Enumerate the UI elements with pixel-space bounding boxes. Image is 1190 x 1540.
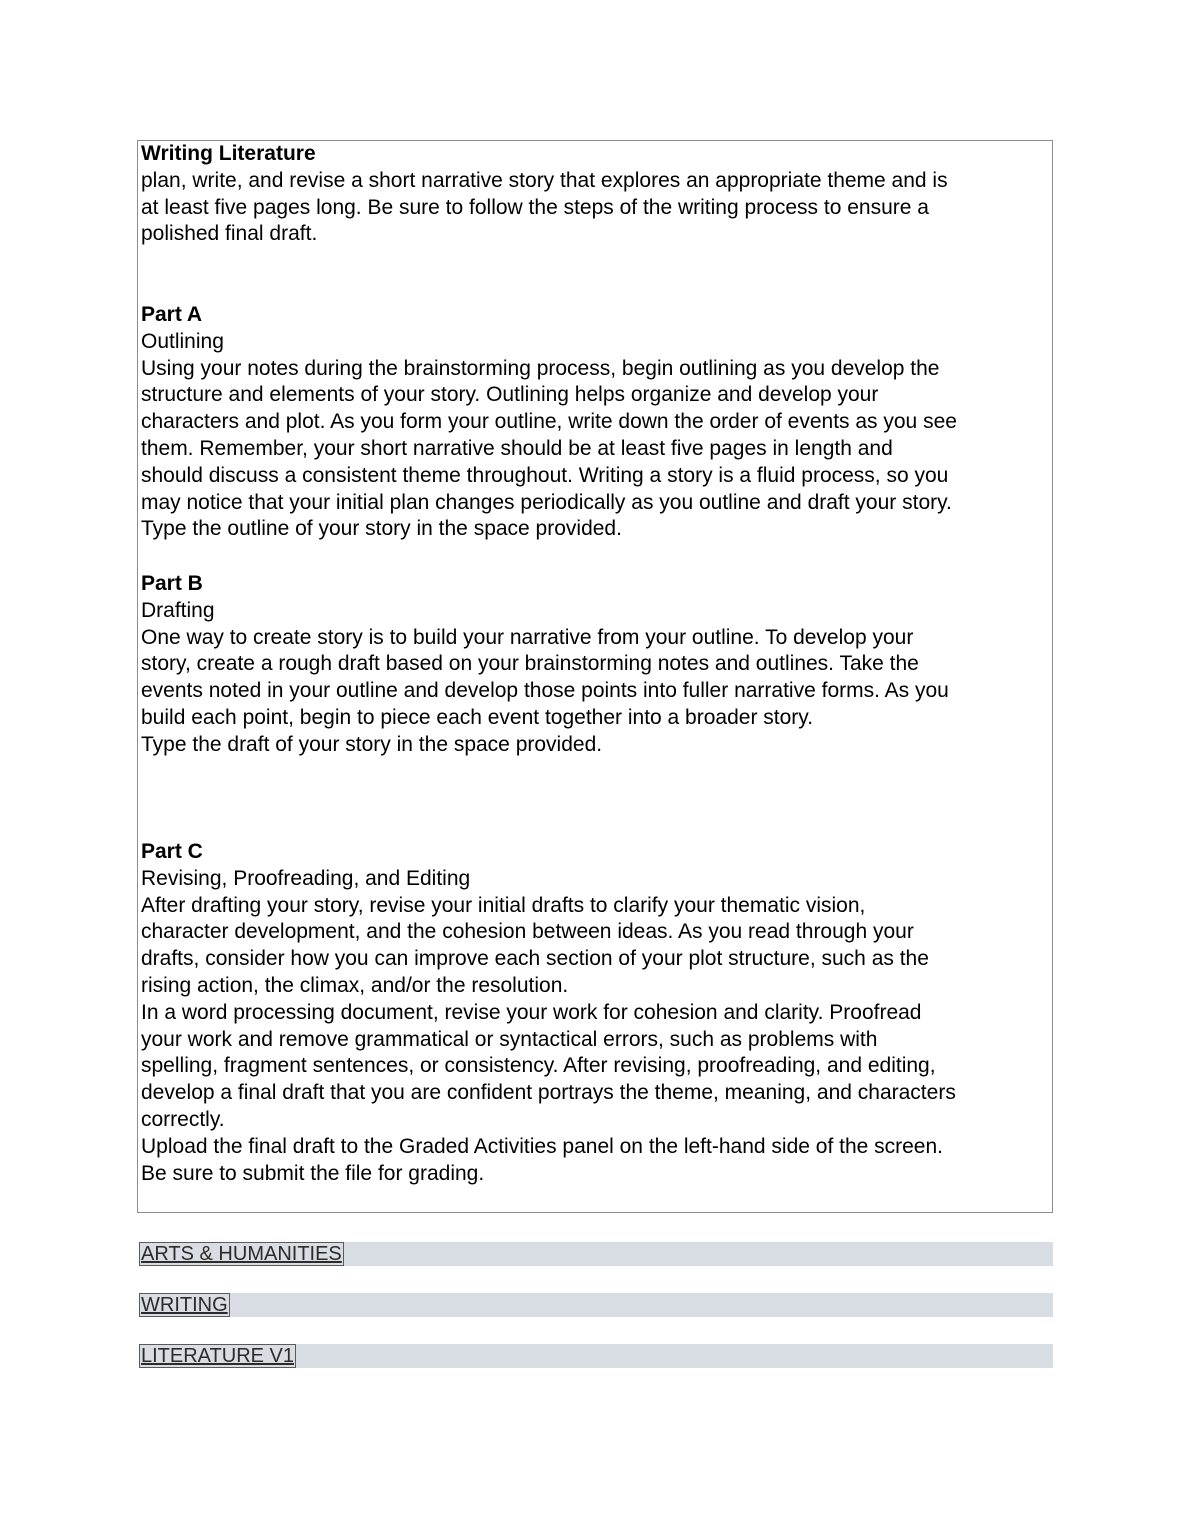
tag-link-writing[interactable]: WRITING bbox=[141, 1294, 228, 1316]
part-c-line: character development, and the cohesion between ideas. As you read through your bbox=[141, 920, 914, 944]
part-a-heading: Part A bbox=[141, 303, 203, 326]
part-c-line: spelling, fragment sentences, or consistency. After revising, proofreading, and editing, bbox=[141, 1054, 936, 1078]
part-b-line: events noted in your outline and develop those points into fuller narrative forms. As you bbox=[141, 679, 949, 703]
tag-row-literature-v1 bbox=[139, 1344, 1053, 1368]
part-c-line: Be sure to submit the file for grading. bbox=[141, 1161, 485, 1185]
part-a-line: characters and plot. As you form your outline, write down the order of events as you see bbox=[141, 410, 957, 434]
tag-link-literature-v1[interactable]: LITERATURE V1 bbox=[141, 1345, 294, 1367]
part-a-section bbox=[141, 302, 957, 543]
part-b-section bbox=[141, 571, 949, 759]
part-b-line: One way to create story is to build your narrative from your outline. To develop your bbox=[141, 625, 914, 649]
part-b-line: Type the draft of your story in the space provided. bbox=[141, 732, 603, 756]
intro-line: at least five pages long. Be sure to follow the steps of the writing process to ensure a bbox=[141, 195, 929, 219]
part-c-line: drafts, consider how you can improve each section of your plot structure, such as the bbox=[141, 947, 929, 971]
part-a-line: Type the outline of your story in the space provided. bbox=[141, 517, 622, 541]
part-c-line: After drafting your story, revise your initial drafts to clarify your thematic vision, bbox=[141, 893, 866, 917]
part-a-line: may notice that your initial plan changes periodically as you outline and draft your story. bbox=[141, 490, 952, 514]
intro-title: Writing Literature bbox=[141, 142, 316, 165]
part-b-heading: Part B bbox=[141, 572, 203, 595]
part-a-line: should discuss a consistent theme throughout. Writing a story is a fluid process, so you bbox=[141, 463, 949, 487]
part-c-line: rising action, the climax, and/or the resolution. bbox=[141, 973, 569, 997]
part-c-heading: Part C bbox=[141, 840, 203, 863]
part-c-subtitle: Revising, Proofreading, and Editing bbox=[141, 866, 471, 890]
part-a-line: them. Remember, your short narrative should be at least five pages in length and bbox=[141, 436, 893, 460]
part-c-line: your work and remove grammatical or syntactical errors, such as problems with bbox=[141, 1027, 878, 1051]
part-c-line: develop a final draft that you are confident portrays the theme, meaning, and characters bbox=[141, 1081, 956, 1105]
part-a-line: structure and elements of your story. Outlining helps organize and develop your bbox=[141, 383, 879, 407]
tag-row-arts-humanities bbox=[139, 1242, 1053, 1266]
part-c-line: Upload the final draft to the Graded Activities panel on the left-hand side of the screen. bbox=[141, 1134, 943, 1158]
part-b-line: build each point, begin to piece each event together into a broader story. bbox=[141, 705, 814, 729]
part-b-line: story, create a rough draft based on your brainstorming notes and outlines. Take the bbox=[141, 652, 919, 676]
tag-row-writing bbox=[139, 1293, 1053, 1317]
part-c-line: In a word processing document, revise your work for cohesion and clarity. Proofread bbox=[141, 1000, 922, 1024]
part-a-line: Using your notes during the brainstorming process, begin outlining as you develop the bbox=[141, 356, 940, 380]
tag-link-arts-humanities[interactable]: ARTS & HUMANITIES bbox=[141, 1243, 342, 1265]
part-c-line: correctly. bbox=[141, 1107, 225, 1131]
part-b-subtitle: Drafting bbox=[141, 598, 215, 622]
intro-section bbox=[141, 141, 948, 248]
part-c-section bbox=[141, 839, 956, 1187]
part-a-subtitle: Outlining bbox=[141, 329, 224, 353]
intro-line: polished final draft. bbox=[141, 222, 318, 246]
intro-line: plan, write, and revise a short narrative story that explores an appropriate theme and is bbox=[141, 168, 948, 192]
